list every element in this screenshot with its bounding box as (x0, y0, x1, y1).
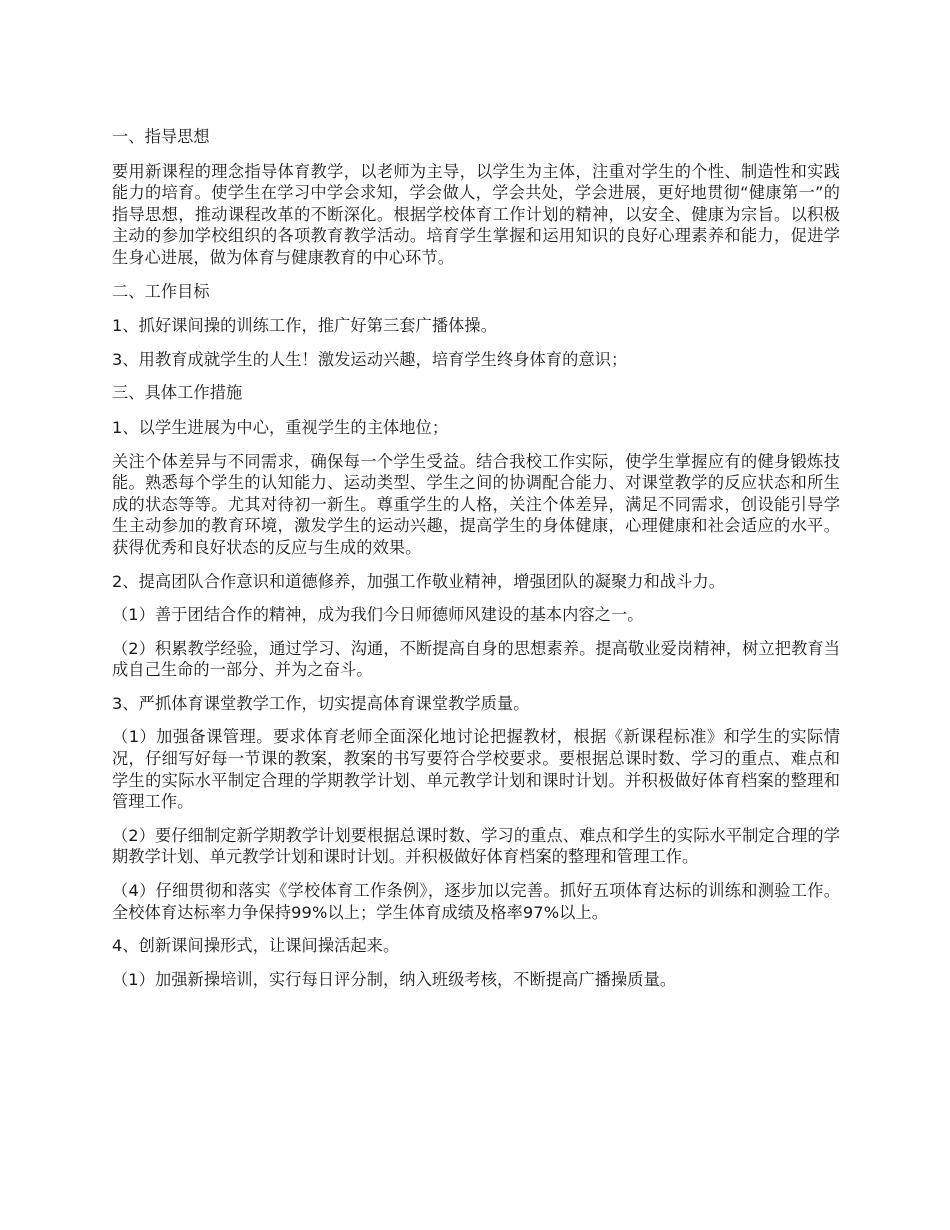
measure-4-item-1: （1）加强新操培训，实行每日评分制，纳入班级考核，不断提高广播操质量。 (112, 969, 677, 989)
paragraph-guiding-thought: 要用新课程的理念指导体育教学，以老师为主导，以学生为主体，注重对学生的个性、制造性和实践能力的培育。使学生在学习中学会求知，学会做人，学会共处，学会进展，更好地贯彻“健康第一”的指导思想，推动课程改革的不断深化。根据学校体育工作计划的精神，以安全、健康为宗旨。以积极主动的参加学校组织的各项教育教学活动。培育学生掌握和运用知识的良好心理素养和能力，促进学生身心进展，做为体育与健康教育的中心环节。 (112, 161, 840, 267)
measure-2-title: 2、提高团队合作意识和道德修养，加强工作敬业精神，增强团队的凝聚力和战斗力。 (112, 571, 726, 591)
measure-2-item-2: （2）积累教学经验，通过学习、沟通，不断提高自身的思想素养。提高敬业爱岗精神，树立把教育当成自己生命的一部分、并为之奋斗。 (112, 638, 840, 680)
measure-1-title: 1、以学生进展为中心，重视学生的主体地位； (112, 417, 449, 437)
measure-4-title: 4、创新课间操形式，让课间操活起来。 (112, 936, 400, 956)
section-heading-work-goals: 二、工作目标 (112, 281, 210, 301)
section-heading-guiding-thought: 一、指导思想 (112, 127, 210, 146)
goal-item-1: 1、抓好课间操的训练工作，推广好第三套广播体操。 (112, 316, 498, 336)
measure-3-item-2: （2）要仔细制定新学期教学计划要根据总课时数、学习的重点、难点和学生的实际水平制定合理的学期教学计划、单元教学计划和课时计划。并积极做好体育档案的整理和管理工作。 (112, 825, 840, 867)
measure-2-item-1: （1）善于团结合作的精神，成为我们今日师德师风建设的基本内容之一。 (112, 605, 644, 625)
goal-item-3: 3、用教育成就学生的人生！激发运动兴趣，培育学生终身体育的意识； (112, 349, 628, 369)
measure-1-body: 关注个体差异与不同需求，确保每一个学生受益。结合我校工作实际，使学生掌握应有的健身锻炼技能。熟悉每个学生的认知能力、运动类型、学生之间的协调配合能力、对课堂教学的反应状态和所生成的状态等等。尤其对待初一新生。尊重学生的人格，关注个体差异，满足不同需求，创设能引导学生主动参加的教育环境，激发学生的运动兴趣，提高学生的身体健康，心理健康和社会适应的水平。获得优秀和良好状态的反应与生成的效果。 (112, 451, 840, 557)
measure-3-title: 3、严抓体育课堂教学工作，切实提高体育课堂教学质量。 (112, 693, 530, 713)
measure-3-item-1: （1）加强备课管理。要求体育老师全面深化地讨论把握教材，根据《新课程标准》和学生的实际情况，仔细写好每一节课的教案，教案的书写要符合学校要求。要根据总课时数、学习的重点、难点和学生的实际水平制定合理的学期教学计划、单元教学计划和课时计划。并积极做好体育档案的整理和管理工作。 (112, 727, 840, 812)
measure-3-item-4: （4）仔细贯彻和落实《学校体育工作条例》，逐步加以完善。抓好五项体育达标的训练和测验工作。全校体育达标率力争保持99%以上；学生体育成绩及格率97%以上。 (112, 881, 840, 922)
section-heading-measures: 三、具体工作措施 (112, 383, 243, 403)
